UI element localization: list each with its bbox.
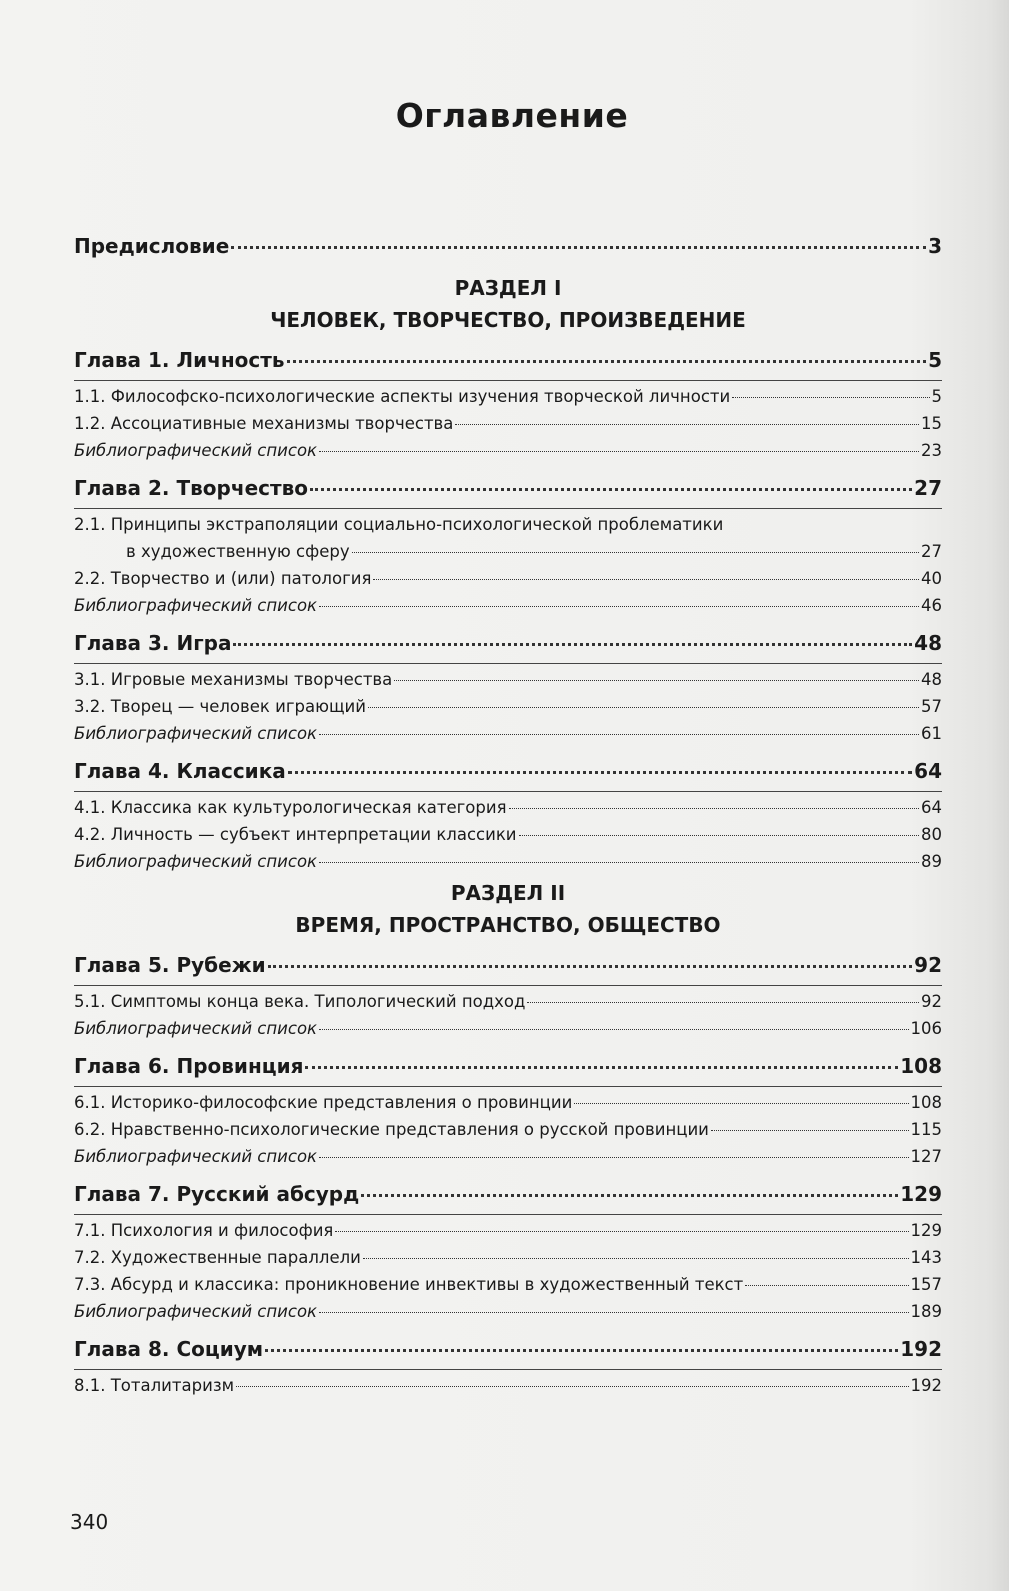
toc-entry-label: Библиографический список — [74, 596, 318, 615]
toc-entry-page: 80 — [921, 825, 942, 844]
chapter-rule — [74, 1086, 942, 1087]
toc-subsection[interactable] — [74, 1116, 942, 1143]
toc-entry-label: Библиографический список — [74, 852, 318, 871]
leader-dots — [711, 1130, 909, 1131]
chapter-rule — [74, 663, 942, 664]
toc-subsection[interactable] — [74, 538, 942, 565]
section-label: РАЗДЕЛ I — [454, 276, 562, 300]
section-heading-2 — [74, 877, 942, 941]
section-title: ВРЕМЯ, ПРОСТРАНСТВО, ОБЩЕСТВО — [295, 913, 721, 937]
toc-entry-label: Библиографический список — [74, 1302, 318, 1321]
toc-chapter-5[interactable] — [74, 945, 942, 985]
leader-dots — [527, 1002, 919, 1003]
toc-entry-page: 27 — [914, 476, 942, 500]
toc-subsection[interactable] — [74, 988, 942, 1015]
toc-subsection[interactable] — [74, 693, 942, 720]
toc-subsection[interactable] — [74, 666, 942, 693]
toc-entry-label: Предисловие — [74, 234, 230, 258]
leader-dots — [319, 734, 919, 735]
toc-entry-page: 143 — [910, 1248, 942, 1267]
toc-bibliography[interactable] — [74, 848, 942, 875]
toc-entry-page: 5 — [931, 387, 942, 406]
leader-dots — [236, 1386, 908, 1387]
leader-dots — [310, 488, 912, 491]
leader-dots — [319, 1029, 908, 1030]
toc-entry-page: 108 — [900, 1054, 942, 1078]
toc-entry-label: Глава 5. Рубежи — [74, 953, 266, 977]
toc-entry-page: 40 — [921, 569, 942, 588]
leader-dots — [745, 1285, 908, 1286]
toc-entry-page: 46 — [921, 596, 942, 615]
toc-chapter-2[interactable] — [74, 468, 942, 508]
toc-entry-label: 3.2. Творец — человек играющий — [74, 697, 366, 716]
toc-entry-page: 3 — [928, 234, 942, 258]
toc-entry-page: 92 — [914, 953, 942, 977]
toc-chapter-4[interactable] — [74, 751, 942, 791]
toc-subsection[interactable] — [74, 821, 942, 848]
toc-entry-label: Глава 3. Игра — [74, 631, 232, 655]
leader-dots — [519, 835, 919, 836]
toc-entry-label: 3.1. Игровые механизмы творчества — [74, 670, 393, 689]
toc-entry-page: 189 — [910, 1302, 942, 1321]
toc-chapter-8[interactable] — [74, 1329, 942, 1369]
toc-subsection[interactable] — [74, 1244, 942, 1271]
toc-entry-page: 64 — [921, 798, 942, 817]
toc-subsection[interactable] — [74, 410, 942, 437]
leader-dots — [363, 1258, 909, 1259]
leader-dots — [268, 965, 913, 968]
toc-bibliography[interactable] — [74, 1298, 942, 1325]
toc-subsection[interactable] — [74, 1372, 942, 1399]
leader-dots — [352, 552, 919, 553]
leader-dots — [265, 1349, 898, 1352]
toc-entry-page: 129 — [910, 1221, 942, 1240]
toc-bibliography[interactable] — [74, 1015, 942, 1042]
toc-entry-label: Глава 1. Личность — [74, 348, 285, 372]
leader-dots — [368, 707, 919, 708]
section-heading-1 — [74, 272, 942, 336]
leader-dots — [732, 397, 929, 398]
toc-subsection-line1[interactable]: 2.1. Принципы экстраполяции социально-психологической проблематики — [74, 515, 724, 534]
toc-entry-label: 1.2. Ассоциативные механизмы творчества — [74, 414, 454, 433]
toc-entry-label: Глава 4. Классика — [74, 759, 286, 783]
toc-chapter-1[interactable] — [74, 340, 942, 380]
leader-dots — [319, 451, 919, 452]
toc-entry-label: Глава 8. Социум — [74, 1337, 264, 1361]
toc-entry-page: 15 — [921, 414, 942, 433]
leader-dots — [319, 862, 919, 863]
toc-entry-label: 7.2. Художественные параллели — [74, 1248, 361, 1267]
leader-dots — [394, 680, 919, 681]
toc-preface[interactable] — [74, 226, 942, 266]
toc-entry-page: 106 — [910, 1019, 942, 1038]
toc-entry-page: 61 — [921, 724, 942, 743]
leader-dots — [319, 1157, 908, 1158]
toc-entry-page: 89 — [921, 852, 942, 871]
toc-entry-label: в художественную сферу — [126, 542, 350, 561]
chapter-rule — [74, 1369, 942, 1370]
toc-entry-page: 127 — [910, 1147, 942, 1166]
toc-entry-page: 92 — [921, 992, 942, 1011]
toc-bibliography[interactable] — [74, 592, 942, 619]
toc-entry-label: 4.2. Личность — субъект интерпретации классики — [74, 825, 517, 844]
toc-entry-label: Глава 2. Творчество — [74, 476, 308, 500]
chapter-rule — [74, 508, 942, 509]
chapter-rule — [74, 1214, 942, 1215]
section-title: ЧЕЛОВЕК, ТВОРЧЕСТВО, ПРОИЗВЕДЕНИЕ — [270, 308, 746, 332]
toc-subsection[interactable] — [74, 565, 942, 592]
toc-entry-label: 2.2. Творчество и (или) патология — [74, 569, 372, 588]
toc-entry-label: 8.1. Тоталитаризм — [74, 1376, 235, 1395]
toc-entry-label: Библиографический список — [74, 1019, 318, 1038]
toc-subsection[interactable] — [74, 383, 942, 410]
section-label: РАЗДЕЛ II — [450, 881, 566, 905]
chapter-rule — [74, 380, 942, 381]
toc-subsection[interactable] — [74, 1089, 942, 1116]
toc-entry-page: 115 — [910, 1120, 942, 1139]
toc-entry-label: Глава 6. Провинция — [74, 1054, 304, 1078]
toc-entry-label: 7.3. Абсурд и классика: проникновение инвективы в художественный текст — [74, 1275, 744, 1294]
toc-subsection[interactable] — [74, 1217, 942, 1244]
leader-dots — [233, 643, 912, 646]
toc-entry-page: 108 — [910, 1093, 942, 1112]
toc-entry-page: 48 — [914, 631, 942, 655]
leader-dots — [335, 1231, 908, 1232]
toc-entry-page: 64 — [914, 759, 942, 783]
leader-dots — [287, 360, 927, 363]
toc-entry-page: 5 — [928, 348, 942, 372]
leader-dots — [373, 579, 919, 580]
toc-entry-label: Библиографический список — [74, 441, 318, 460]
chapter-rule — [74, 985, 942, 986]
toc-subsection[interactable] — [74, 1271, 942, 1298]
toc-entry-label: 4.1. Классика как культурологическая категория — [74, 798, 507, 817]
toc-entry-label: 1.1. Философско-психологические аспекты изучения творческой личности — [74, 387, 731, 406]
toc-entry-page: 57 — [921, 697, 942, 716]
toc-entry-page: 27 — [921, 542, 942, 561]
page-number: 340 — [70, 1510, 109, 1534]
toc-bibliography[interactable] — [74, 720, 942, 747]
toc-entry-label: 6.1. Историко-философские представления о провинции — [74, 1093, 573, 1112]
toc-entry-label: Глава 7. Русский абсурд — [74, 1182, 360, 1206]
leader-dots — [455, 424, 919, 425]
toc-entry-label: 6.2. Нравственно-психологические представления о русской провинции — [74, 1120, 709, 1139]
toc-entry-label: Библиографический список — [74, 1147, 318, 1166]
toc-entry-page: 192 — [910, 1376, 942, 1395]
toc-entry-label: 7.1. Психология и философия — [74, 1221, 334, 1240]
toc-entry-label: Библиографический список — [74, 724, 318, 743]
table-of-contents — [74, 226, 942, 1399]
leader-dots — [288, 771, 912, 774]
toc-chapter-3[interactable] — [74, 623, 942, 663]
page-title: Оглавление — [395, 96, 629, 135]
chapter-rule — [74, 791, 942, 792]
toc-entry-page: 129 — [900, 1182, 942, 1206]
toc-bibliography[interactable] — [74, 437, 942, 464]
leader-dots — [361, 1194, 898, 1197]
leader-dots — [509, 808, 919, 809]
toc-chapter-7[interactable] — [74, 1174, 942, 1214]
leader-dots — [319, 606, 919, 607]
toc-chapter-6[interactable] — [74, 1046, 942, 1086]
toc-bibliography[interactable] — [74, 1143, 942, 1170]
leader-dots — [305, 1066, 898, 1069]
toc-entry-page: 157 — [910, 1275, 942, 1294]
toc-entry-page: 48 — [921, 670, 942, 689]
leader-dots — [574, 1103, 908, 1104]
toc-subsection[interactable] — [74, 794, 942, 821]
leader-dots — [319, 1312, 908, 1313]
toc-entry-page: 23 — [921, 441, 942, 460]
toc-entry-label: 5.1. Симптомы конца века. Типологический подход — [74, 992, 526, 1011]
leader-dots — [231, 246, 926, 249]
toc-entry-page: 192 — [900, 1337, 942, 1361]
